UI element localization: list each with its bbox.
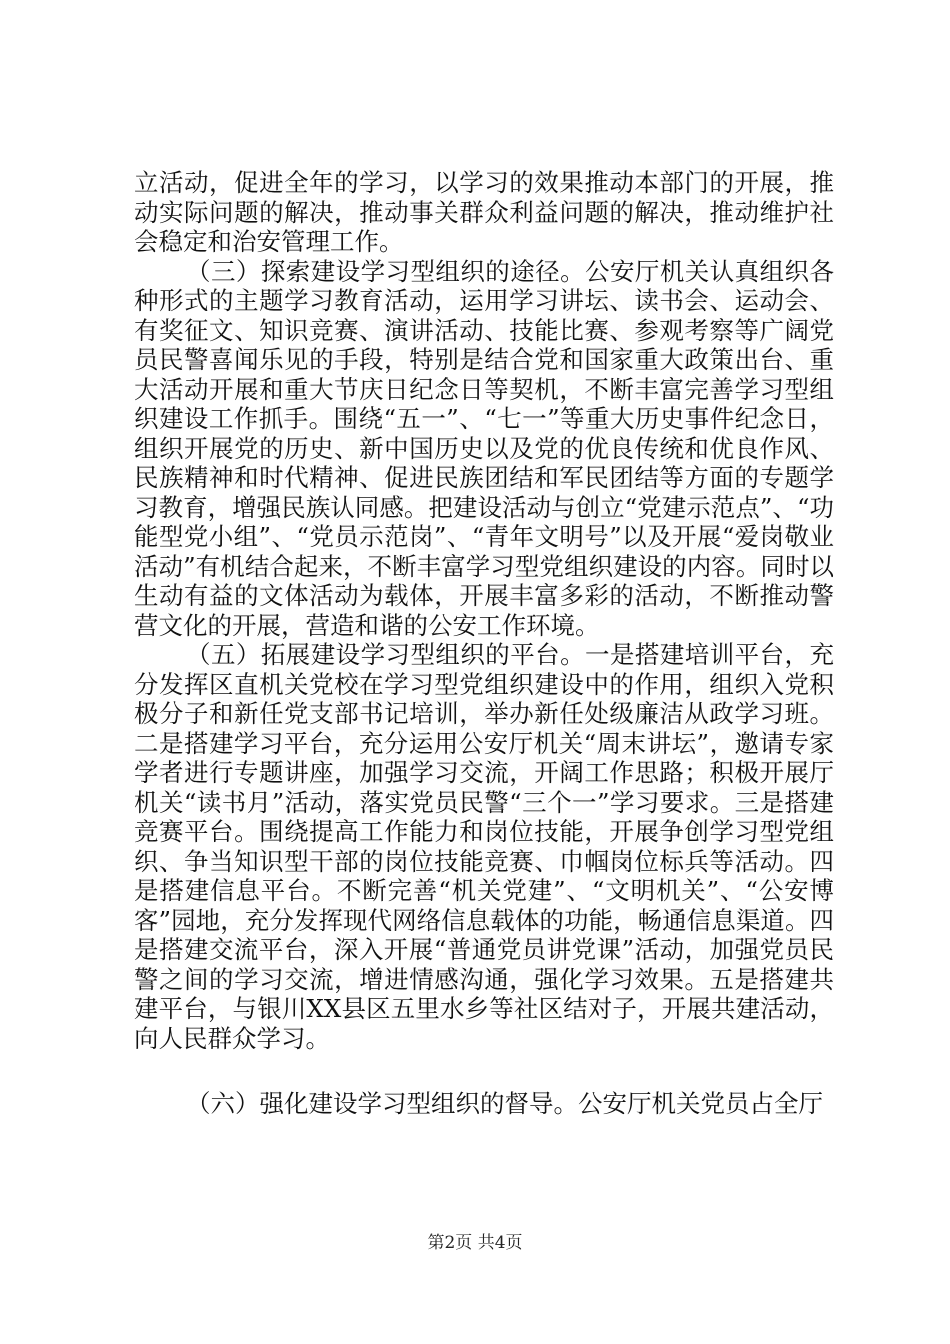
paragraph-section-3: （三）探索建设学习型组织的途径。公安厅机关认真组织各种形式的主题学习教育活动，运用学习讲坛、读书会、运动会、有奖征文、知识竞赛、演讲活动、技能比赛、参观考察等广阔党员民警喜闻乐见的手段，特别是结合党和国家重大政策出台、重大活动开展和重大节庆日纪念日等契机，不断丰富完善学习型组织建设工作抓手。围绕“五一”、“七一”等重大历史事件纪念日，组织开展党的历史、新中国历史以及党的优良传统和优良作风、民族精神和时代精神、促进民族团结和军民团结等方面的专题学习教育，增强民族认同感。把建设活动与创立“党建示范点”、“功能型党小组”、“党员示范岗”、“青年文明号”以及开展“爱岗敬业活动”有机结合起来，不断丰富学习型党组织建设的内容。同时以生动有益的文体活动为载体，开展丰富多彩的活动，不断推动警营文化的开展，营造和谐的公安工作环境。: [134, 256, 834, 640]
paragraph-continuation: 立活动，促进全年的学习，以学习的效果推动本部门的开展，推动实际问题的解决，推动事关群众利益问题的解决，推动维护社会稳定和治安管理工作。: [134, 168, 834, 256]
paragraph-section-6: （六）强化建设学习型组织的督导。公安厅机关党员占全厅: [186, 1089, 823, 1118]
page-number-footer: 第2页 共4页: [427, 1233, 523, 1253]
paragraph-spacer: [134, 1053, 834, 1089]
document-body: [134, 168, 834, 1119]
paragraph-section-5: （五）拓展建设学习型组织的平台。一是搭建培训平台，充分发挥区直机关党校在学习型党组织建设中的作用，组织入党积极分子和新任党支部书记培训，举办新任处级廉洁从政学习班。二是搭建学习平台，充分运用公安厅机关“周末讲坛”，邀请专家学者进行专题讲座，加强学习交流，开阔工作思路；积极开展厅机关“读书月”活动，落实党员民警“三个一”学习要求。三是搭建竞赛平台。围绕提高工作能力和岗位技能，开展争创学习型党组织、争当知识型干部的岗位技能竞赛、巾帼岗位标兵等活动。四是搭建信息平台。不断完善“机关党建”、“文明机关”、“公安博客”园地，充分发挥现代网络信息载体的功能，畅通信息渠道。四是搭建交流平台，深入开展“普通党员讲党课”活动，加强党员民警之间的学习交流，增进情感沟通，强化学习效果。五是搭建共建平台，与银川XX县区五里水乡等社区结对子，开展共建活动，向人民群众学习。: [134, 640, 834, 1053]
